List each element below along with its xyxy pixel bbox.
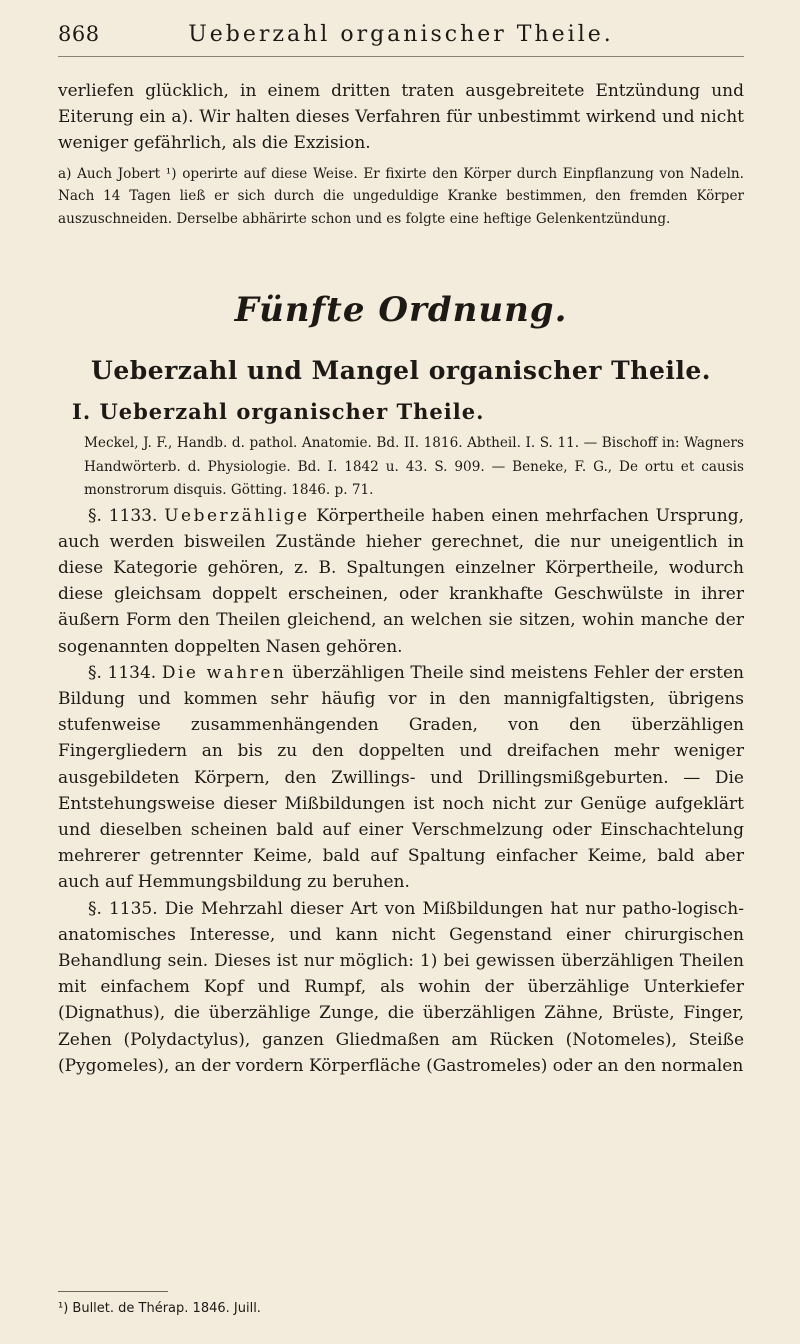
paragraph-number: §. 1135.: [88, 898, 158, 919]
paragraph-text: überzähligen Theile sind meistens Fehler der ersten Bildung und kommen sehr häufig vor in den mannigfaltigsten, übrigens stufenweise zusammenhängenden Graden, von den überzähligen Fingergliedern an bis zu den doppelten und dreifachen mehr weniger ausgebildeten Körpern, den Zwillings- und Drillingsmißgeburten. — Die Entstehungsweise dieser Mißbildungen ist noch nicht zur Genüge aufgeklärt und dieselben scheinen bald auf einer Verschmelzung oder Einschachtelung mehrerer getrennter Keime, bald auf Spaltung einfacher Keime, bald aber auch auf Hemmungsbildung zu beruhen.: [58, 662, 745, 893]
paragraph-lead: Die wahren: [161, 662, 287, 683]
running-title: Ueberzahl organischer Theile.: [188, 22, 614, 47]
paragraph-1134: [58, 660, 744, 896]
paragraph-text: Körpertheile haben einen mehrfachen Ursprung, auch werden bisweilen Zustände hieher gerechnet, die nur uneigentlich in diese Kategorie gehören, z. B. Spaltungen einzelner Körpertheile, wodurch diese gleichsam doppelt erscheinen, oder krankhafte Geschwülste in ihrer äußern Form den Theilen gleichend, an welchen sie sitzen, wohin manche der sogenannten doppelten Nasen gehören.: [58, 505, 744, 657]
paragraph-text: Die Mehrzahl dieser Art von Mißbildungen hat nur patho-logisch-anatomisches Interesse, und kann nicht Gegenstand einer chirurgischen Behandlung sein. Dieses ist nur möglich: 1) bei gewissen überzähligen Theilen mit einfachem Kopf und Rumpf, als wohin der überzählige Unterkiefer (Dignathus), die überzählige Zunge, die überzähligen Zähne, Brüste, Finger, Zehen (Polydactylus), ganzen Gliedmaßen am Rücken (Notomeles), Steiße (Pygomeles), an der vordern Körperfläche (Gastromeles) oder an den normalen: [58, 898, 744, 1076]
footnote-rule: [58, 1291, 168, 1292]
footnote: ¹) Bullet. de Thérap. 1846. Juill.: [58, 1301, 261, 1316]
intro-paragraph: verliefen glücklich, in einem dritten traten ausgebreitete Entzündung und Eiterung ein a). Wir halten dieses Verfahren für unbestimmt wirkend und nicht weniger gefährlich, als die Exzision.: [58, 81, 744, 154]
header-rule: [58, 56, 744, 57]
section-subtitle: Ueberzahl und Mangel organischer Theile.: [91, 356, 711, 386]
references: Meckel, J. F., Handb. d. pathol. Anatomie. Bd. II. 1816. Abtheil. I. S. 11. — Bischoff in: Wagners Handwörterb. d. Physiologie. Bd. I. 1842 u. 43. S. 909. — Beneke, F. G., De ortu et causis monstrorum disquis. Götting. 1846. p. 71.: [84, 435, 744, 499]
intro-note: a) Auch Jobert ¹) operirte auf diese Weise. Er fixirte den Körper durch Einpflanzung von Nadeln. Nach 14 Tagen ließ er sich durch die ungeduldige Kranke bestimmen, den fremden Körper auszuschneiden. Derselbe abhärirte schon und es folgte eine heftige Gelenkentzündung.: [58, 165, 744, 227]
paragraph-1133: [58, 503, 744, 660]
section-title: Fünfte Ordnung.: [234, 290, 568, 331]
paragraph-number: §. 1133.: [88, 505, 158, 526]
footnote-area: [58, 1291, 744, 1318]
page-number: 868: [58, 22, 100, 46]
paragraph-lead: Ueberzählige: [164, 505, 310, 526]
paragraph-1135: [58, 896, 744, 1079]
running-header: [58, 22, 744, 52]
paragraph-number: §. 1134.: [88, 662, 157, 683]
page-content: [58, 78, 744, 1079]
chapter-heading: I. Ueberzahl organischer Theile.: [72, 399, 485, 425]
